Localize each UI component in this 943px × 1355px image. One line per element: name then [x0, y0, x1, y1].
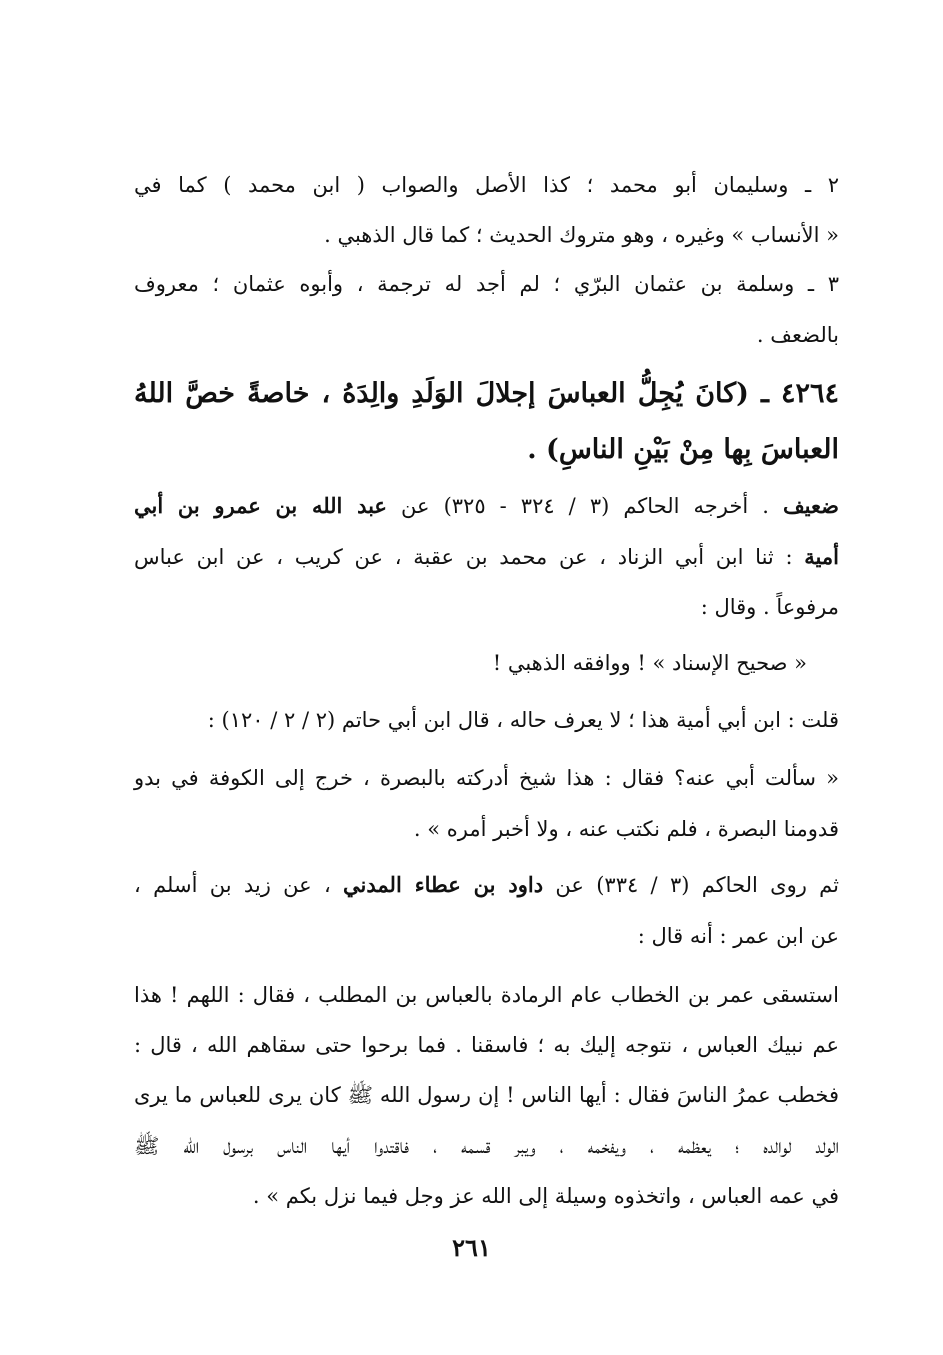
takhrij-line-3: مرفوعاً . وقال :	[700, 595, 839, 619]
story-line-2: عم نبيك العباس ، نتوجه إليك به ؛ فاسقنا . فما برحوا حتى سقاهم الله ، قال :	[134, 1033, 839, 1057]
isnad-chain: : ثنا ابن أبي الزناد ، عن محمد بن عقبة ، عن كريب ، عن ابن عباس	[134, 545, 793, 569]
hadith-text-line-1: ٤٢٦٤ ـ (كانَ يُجِلُّ العباسَ إجلالَ الوَلَدِ والِدَهُ ، خاصةً خصَّ اللهُ	[134, 378, 839, 409]
takhrij-source: . أخرجه الحاكم (٣ / ٣٢٤ - ٣٢٥) عن	[401, 494, 769, 518]
comment-paragraph: قلت : ابن أبي أمية هذا ؛ لا يعرف حاله ، قال ابن أبي حاتم (٢ / ٢ / ١٢٠) :	[207, 708, 839, 732]
footnote-3-line-1: ٣ ـ وسلمة بن عثمان البرّي ؛ لم أجد له ترجمة ، وأبوه عثمان ؛ معروف	[134, 272, 839, 296]
takhrij-line-2	[134, 542, 839, 572]
narrator-name: عبد الله بن عمرو بن أبي	[134, 493, 387, 518]
story-line-4: الولد لوالده ؛ يعظمه ، ويفخمه ، ويبر قسمه ، فاقتدوا أيها الناس برسول الله ﷺ	[134, 1134, 839, 1158]
second-isnad-line-1	[134, 870, 839, 900]
second-narrator-name: داود بن عطاء المدني	[343, 872, 544, 897]
takhrij-line-1	[134, 491, 839, 521]
page-number: ٢٦١	[452, 1233, 491, 1262]
narrator-name-end: أمية	[804, 544, 839, 569]
abu-hatim-quote-line-1: « سألت أبي عنه؟ فقال : هذا شيخ أدركته بالبصرة ، خرج إلى الكوفة في بدو	[134, 766, 839, 790]
second-isnad-line-2: عن ابن عمر : أنه قال :	[637, 924, 839, 948]
footnote-3-line-2: بالضعف .	[756, 323, 839, 347]
story-line-5: في عمه العباس ، واتخذوه وسيلة إلى الله عز وجل فيما نزل بكم » .	[252, 1184, 839, 1208]
hakim-quote: « صحيح الإسناد » ! ووافقه الذهبي !	[492, 651, 807, 675]
second-isnad-source: ثم روى الحاكم (٣ / ٣٣٤) عن	[555, 873, 839, 897]
second-isnad-chain: ، عن زيد بن أسلم ،	[134, 873, 331, 897]
footnote-2-line-2: « الأنساب » وغيره ، وهو متروك الحديث ؛ كما قال الذهبي .	[324, 223, 839, 247]
grade-label: ضعيف	[782, 493, 839, 518]
hadith-text-line-2: العباسَ بِها مِنْ بَيْنِ الناسِ) .	[527, 434, 839, 465]
story-line-1: استسقى عمر بن الخطاب عام الرمادة بالعباس بن المطلب ، فقال : اللهم ! هذا	[134, 983, 839, 1007]
story-line-3: فخطب عمرُ الناسَ فقال : أيها الناس ! إن رسول الله ﷺ كان يرى للعباس ما يرى	[134, 1083, 839, 1107]
abu-hatim-quote-line-2: قدومنا البصرة ، فلم نكتب عنه ، ولا أخبر أمره » .	[413, 817, 839, 841]
footnote-2-line-1: ٢ ـ وسليمان أبو محمد ؛ كذا الأصل والصواب ( ابن محمد ) كما في	[134, 173, 839, 197]
